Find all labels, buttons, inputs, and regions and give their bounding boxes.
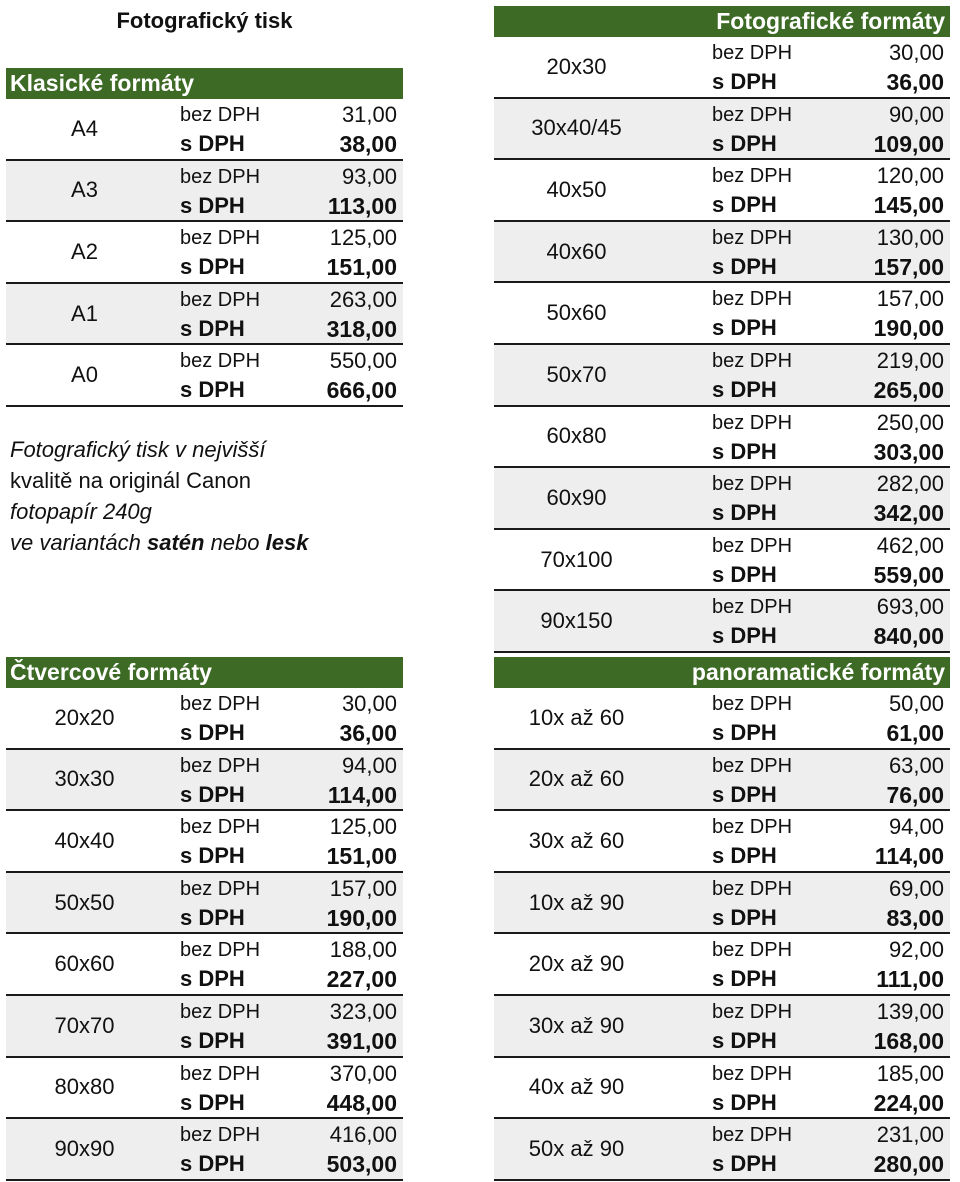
format-size: A1 [71, 300, 98, 326]
label-gross: s DPH [180, 131, 245, 156]
note-line-4 [10, 527, 400, 558]
format-size: 40x50 [546, 176, 607, 202]
label-net: bez DPH [712, 165, 793, 188]
price-row [494, 750, 950, 812]
label-net: bez DPH [712, 1124, 793, 1147]
price-gross: 318,00 [326, 315, 397, 342]
price-net: 31,00 [341, 102, 397, 127]
price-row [494, 996, 950, 1058]
price-gross: 342,00 [873, 500, 944, 527]
label-gross: s DPH [180, 843, 245, 869]
price-gross: 559,00 [873, 561, 944, 588]
price-row [494, 283, 950, 345]
square-formats-header: Čtvercové formáty [6, 657, 403, 688]
label-gross: s DPH [712, 561, 777, 587]
format-size: 90x90 [54, 1135, 115, 1161]
price-row [494, 591, 950, 653]
format-size: 50x50 [54, 889, 115, 915]
price-net: 30,00 [888, 40, 944, 65]
price-row [6, 1058, 403, 1120]
label-gross: s DPH [180, 1027, 245, 1053]
format-size: 20x20 [54, 704, 115, 730]
label-net: bez DPH [180, 288, 261, 311]
label-net: bez DPH [180, 939, 261, 962]
price-net: 90,00 [888, 101, 944, 127]
square-formats-rows [6, 688, 403, 1181]
price-net: 94,00 [888, 814, 944, 840]
note-line-1: Fotografický tisk v nejvišší [10, 437, 266, 462]
format-size: 10x až 60 [528, 704, 625, 730]
label-net: bez DPH [712, 754, 793, 777]
label-net: bez DPH [180, 816, 261, 839]
price-row [6, 811, 403, 873]
price-net: 416,00 [329, 1122, 397, 1148]
label-net: bez DPH [180, 693, 261, 715]
format-size: 70x100 [540, 546, 613, 572]
format-size: A0 [71, 362, 98, 388]
price-gross: 503,00 [326, 1151, 397, 1178]
label-net: bez DPH [712, 473, 793, 496]
price-gross: 190,00 [326, 904, 397, 931]
price-net: 125,00 [329, 814, 397, 840]
price-gross: 227,00 [326, 966, 397, 993]
label-gross: s DPH [712, 966, 777, 992]
label-net: bez DPH [180, 350, 261, 373]
label-net: bez DPH [712, 226, 793, 249]
price-net: 462,00 [876, 532, 944, 558]
format-size: 50x60 [546, 300, 607, 326]
format-size: 90x150 [540, 608, 613, 634]
label-gross: s DPH [180, 315, 245, 341]
format-size: 50x70 [546, 361, 607, 387]
price-row [494, 873, 950, 935]
paper-note [10, 434, 400, 558]
price-row [6, 345, 403, 407]
label-gross: s DPH [712, 1151, 777, 1177]
format-size: 40x60 [546, 238, 607, 264]
format-size: 30x30 [54, 766, 115, 792]
price-net: 69,00 [888, 875, 944, 901]
price-row [494, 934, 950, 996]
classic-formats-header: Klasické formáty [6, 68, 403, 99]
label-net: bez DPH [712, 816, 793, 839]
price-row [6, 161, 403, 223]
price-gross: 280,00 [873, 1151, 944, 1178]
format-size: 30x40/45 [531, 115, 622, 141]
panorama-formats-section [494, 657, 950, 1181]
price-gross: 76,00 [886, 781, 944, 808]
price-gross: 114,00 [327, 781, 397, 808]
price-net: 250,00 [876, 409, 944, 435]
format-size: 10x až 90 [528, 889, 625, 915]
label-gross: s DPH [180, 377, 245, 403]
price-row [494, 811, 950, 873]
note-variant-lesk: lesk [265, 530, 309, 555]
price-row [494, 160, 950, 222]
label-net: bez DPH [180, 754, 261, 777]
price-gross: 36,00 [886, 69, 944, 95]
photo-formats-rows [494, 37, 950, 653]
format-size: 70x70 [54, 1012, 115, 1038]
format-size: 30x až 90 [528, 1012, 625, 1038]
label-gross: s DPH [712, 1089, 777, 1115]
price-row [6, 934, 403, 996]
price-row [494, 1119, 950, 1181]
label-gross: s DPH [180, 1089, 245, 1115]
note-line-2: kvalitě na originál Canon [10, 468, 251, 493]
format-size: A2 [71, 238, 98, 264]
label-net: bez DPH [712, 103, 793, 126]
label-net: bez DPH [712, 877, 793, 900]
price-net: 219,00 [876, 347, 944, 373]
label-gross: s DPH [180, 254, 245, 280]
classic-formats-rows [6, 99, 403, 407]
label-gross: s DPH [712, 192, 777, 218]
price-row [494, 407, 950, 469]
format-size: 20x až 60 [528, 766, 625, 792]
price-row [494, 468, 950, 530]
classic-formats-section [6, 68, 403, 407]
price-row [6, 99, 403, 161]
label-gross: s DPH [180, 720, 245, 745]
price-gross: 83,00 [886, 904, 944, 931]
price-net: 93,00 [341, 163, 397, 189]
price-net: 94,00 [341, 752, 397, 778]
page-title: Fotografický tisk [116, 8, 293, 33]
label-gross: s DPH [180, 781, 245, 807]
price-gross: 265,00 [873, 376, 944, 403]
label-gross: s DPH [180, 192, 245, 218]
price-gross: 303,00 [873, 438, 944, 465]
format-size: 60x90 [546, 484, 607, 510]
photo-formats-section [494, 6, 950, 653]
price-row [494, 345, 950, 407]
price-gross: 666,00 [326, 377, 397, 404]
price-net: 157,00 [329, 875, 397, 901]
price-net: 185,00 [876, 1060, 944, 1086]
photo-formats-header: Fotografické formáty [494, 6, 950, 37]
label-net: bez DPH [712, 534, 793, 557]
format-size: 60x60 [54, 951, 115, 977]
label-gross: s DPH [712, 69, 777, 94]
price-net: 231,00 [876, 1122, 944, 1148]
label-gross: s DPH [180, 1151, 245, 1177]
format-size: 40x až 90 [528, 1074, 625, 1100]
format-size: 30x až 60 [528, 827, 625, 853]
label-net: bez DPH [712, 42, 793, 64]
price-net: 130,00 [876, 224, 944, 250]
price-row [6, 688, 403, 750]
price-row [494, 37, 950, 99]
format-size: A4 [71, 115, 98, 141]
format-size: 60x80 [546, 423, 607, 449]
label-net: bez DPH [712, 288, 793, 311]
label-gross: s DPH [712, 843, 777, 869]
price-gross: 224,00 [873, 1089, 944, 1116]
price-net: 693,00 [876, 594, 944, 620]
label-gross: s DPH [180, 904, 245, 930]
price-net: 92,00 [888, 937, 944, 963]
note-line-3: fotopapír 240g [10, 499, 152, 524]
price-gross: 168,00 [873, 1027, 944, 1054]
panorama-formats-header: panoramatické formáty [494, 657, 950, 688]
price-row [6, 996, 403, 1058]
format-size: 40x40 [54, 827, 115, 853]
price-gross: 113,00 [327, 192, 397, 219]
price-gross: 391,00 [326, 1027, 397, 1054]
price-gross: 36,00 [339, 720, 397, 746]
price-row [6, 750, 403, 812]
label-gross: s DPH [712, 130, 777, 156]
price-row [494, 222, 950, 284]
label-net: bez DPH [712, 411, 793, 434]
format-size: 20x30 [546, 53, 607, 79]
price-net: 50,00 [888, 691, 944, 716]
format-size: 50x až 90 [528, 1135, 625, 1161]
label-gross: s DPH [180, 966, 245, 992]
price-net: 323,00 [329, 998, 397, 1024]
price-net: 370,00 [329, 1060, 397, 1086]
price-net: 63,00 [888, 752, 944, 778]
label-net: bez DPH [712, 1062, 793, 1085]
price-gross: 114,00 [874, 843, 944, 870]
label-gross: s DPH [712, 1027, 777, 1053]
price-gross: 109,00 [873, 130, 944, 157]
price-net: 157,00 [876, 286, 944, 312]
price-gross: 190,00 [873, 315, 944, 342]
price-row [494, 1058, 950, 1120]
price-net: 120,00 [876, 163, 944, 189]
label-gross: s DPH [712, 253, 777, 279]
price-gross: 157,00 [873, 253, 944, 280]
label-gross: s DPH [712, 904, 777, 930]
label-gross: s DPH [712, 315, 777, 341]
price-row [6, 1119, 403, 1181]
label-net: bez DPH [180, 165, 261, 188]
price-gross: 151,00 [326, 843, 397, 870]
price-net: 263,00 [329, 286, 397, 312]
square-formats-section [6, 657, 403, 1181]
format-size: 80x80 [54, 1074, 115, 1100]
price-net: 30,00 [341, 691, 397, 716]
label-net: bez DPH [712, 1000, 793, 1023]
label-net: bez DPH [712, 939, 793, 962]
label-net: bez DPH [180, 1000, 261, 1023]
price-net: 282,00 [876, 471, 944, 497]
panorama-formats-rows [494, 688, 950, 1181]
price-row [494, 688, 950, 750]
note-variants-text: ve variantách [10, 530, 147, 555]
label-net: bez DPH [180, 227, 261, 250]
label-gross: s DPH [712, 720, 777, 745]
label-gross: s DPH [712, 500, 777, 526]
price-gross: 840,00 [873, 623, 944, 650]
label-gross: s DPH [712, 438, 777, 464]
price-gross: 448,00 [326, 1089, 397, 1116]
label-net: bez DPH [712, 693, 793, 715]
note-variant-saten: satén [146, 530, 205, 555]
price-net: 125,00 [329, 225, 397, 251]
price-net: 139,00 [876, 998, 944, 1024]
price-gross: 111,00 [876, 966, 944, 993]
label-net: bez DPH [180, 104, 261, 126]
label-net: bez DPH [180, 1124, 261, 1147]
label-gross: s DPH [712, 781, 777, 807]
price-gross: 151,00 [326, 254, 397, 281]
price-row [6, 284, 403, 346]
price-gross: 61,00 [886, 720, 944, 746]
format-size: A3 [71, 177, 98, 203]
price-gross: 38,00 [339, 131, 397, 157]
label-gross: s DPH [712, 623, 777, 649]
format-size: 20x až 90 [528, 951, 625, 977]
price-row [494, 99, 950, 161]
label-net: bez DPH [180, 1062, 261, 1085]
label-net: bez DPH [712, 349, 793, 372]
price-row [6, 873, 403, 935]
price-row [494, 530, 950, 592]
price-net: 188,00 [329, 937, 397, 963]
price-net: 550,00 [329, 348, 397, 374]
price-gross: 145,00 [873, 192, 944, 219]
price-row [6, 222, 403, 284]
label-net: bez DPH [712, 596, 793, 619]
label-net: bez DPH [180, 877, 261, 900]
note-or-text: nebo [204, 530, 266, 555]
label-gross: s DPH [712, 376, 777, 402]
